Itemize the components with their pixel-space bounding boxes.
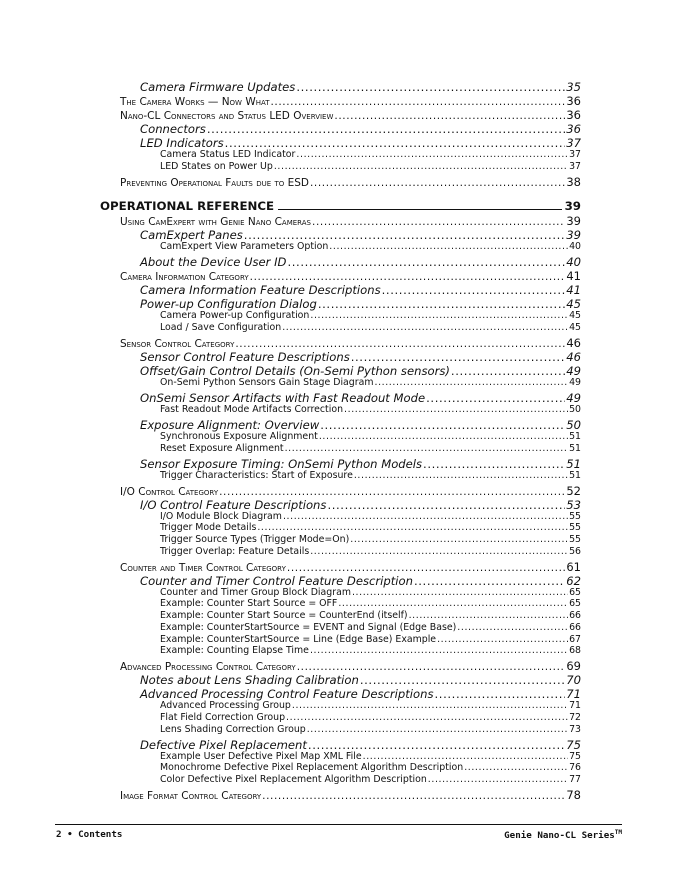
toc-entry-title: Camera Information Feature Descriptions <box>140 283 381 298</box>
toc-entry-page: 45 <box>569 310 581 322</box>
toc-entry-title: Camera Information Category <box>120 271 249 284</box>
toc-entry-page: 75 <box>569 750 581 762</box>
toc-entry[interactable] <box>160 751 581 762</box>
toc-entry-page: 53 <box>566 497 581 512</box>
toc-entry-title: I/O Module Block Diagram <box>160 510 282 522</box>
toc-entry[interactable] <box>120 560 581 574</box>
toc-leader <box>351 350 566 364</box>
toc-entry-title: Trigger Overlap: Feature Details <box>160 545 310 557</box>
toc-leader <box>426 391 565 405</box>
toc-entry[interactable] <box>140 498 581 512</box>
toc-entry[interactable] <box>140 687 581 701</box>
toc-leader <box>382 283 566 297</box>
toc-entry[interactable] <box>160 610 581 621</box>
toc-entry-title: Trigger Mode Details <box>160 522 257 534</box>
toc-entry[interactable] <box>160 598 581 609</box>
toc-entry[interactable] <box>160 724 581 735</box>
toc-entry-page: 67 <box>569 633 581 645</box>
toc-entry[interactable] <box>140 297 581 311</box>
toc-entry-page: 45 <box>566 297 581 312</box>
toc-entry-page: 40 <box>569 241 581 253</box>
toc-entry-page: 56 <box>569 545 581 557</box>
toc-leader <box>296 80 565 94</box>
toc-entry[interactable] <box>100 199 581 213</box>
toc-leader <box>310 546 568 557</box>
toc-entry-title: CamExpert Panes <box>140 228 243 243</box>
toc-entry[interactable] <box>120 336 581 350</box>
toc-entry-page: 76 <box>569 762 581 774</box>
toc-entry-title: About the Device User ID <box>140 255 287 270</box>
toc-entry[interactable] <box>120 269 581 283</box>
toc-entry-page: 36 <box>566 122 581 136</box>
toc-entry-page: 77 <box>569 774 581 785</box>
toc-entry-title: Trigger Source Types (Trigger Mode=On) <box>160 534 350 545</box>
toc-entry-title: Monochrome Defective Pixel Replacement Algorithm Description <box>160 762 464 774</box>
toc-entry-title: Example User Defective Pixel Map XML File <box>160 750 362 762</box>
toc-entry-title: Reset Exposure Alignment <box>160 442 284 454</box>
toc-leader <box>283 511 568 522</box>
toc-entry-page: 36 <box>566 94 581 108</box>
toc-entry-page: 37 <box>569 149 581 160</box>
toc-leader <box>219 486 565 498</box>
toc-leader <box>278 208 561 210</box>
toc-entry-title: Offset/Gain Control Details (On-Semi Python sensors) <box>140 363 450 378</box>
toc-entry[interactable] <box>120 659 581 673</box>
toc-entry[interactable] <box>140 457 581 471</box>
toc-leader <box>250 271 566 283</box>
toc-entry-title: Example: CounterStartSource = Line (Edge Base) Example <box>160 633 437 645</box>
toc-entry-title: Advanced Processing Group <box>160 700 291 712</box>
toc-entry[interactable] <box>160 431 581 442</box>
toc-entry[interactable] <box>160 511 581 522</box>
toc-leader <box>451 364 565 378</box>
toc-entry[interactable] <box>120 788 581 802</box>
toc-entry-title: Camera Firmware Updates <box>140 80 296 94</box>
toc-entry[interactable] <box>140 80 581 94</box>
toc-leader <box>319 431 568 442</box>
toc-leader <box>310 177 565 189</box>
toc-entry-title: Nano-CL Connectors and Status LED Overview <box>120 110 334 122</box>
toc-entry-title: Power-up Configuration Dialog <box>140 297 317 312</box>
toc-entry-page: 62 <box>566 573 581 588</box>
toc-entry-title: LED Indicators <box>140 136 224 150</box>
toc-entry-title: LED States on Power Up <box>160 160 273 172</box>
toc-leader <box>334 110 565 122</box>
toc-entry-title: Camera Status LED Indicator <box>160 149 296 160</box>
toc-entry-page: 50 <box>569 403 581 415</box>
toc-entry[interactable] <box>140 350 581 364</box>
footer-page-label: 2 • Contents <box>56 829 123 840</box>
toc-entry-title: Example: CounterStartSource = EVENT and Signal (Edge Base) <box>160 621 457 633</box>
toc-entry-page: 40 <box>566 255 581 270</box>
toc-entry[interactable] <box>160 534 581 545</box>
toc-entry-page: 39 <box>564 198 581 213</box>
toc-leader <box>282 322 568 333</box>
toc-leader <box>338 598 568 609</box>
toc-leader <box>360 673 565 687</box>
toc-entry-page: 75 <box>566 737 581 752</box>
toc-leader <box>296 149 568 160</box>
toc-entry[interactable] <box>140 673 581 687</box>
toc-leader <box>297 661 566 673</box>
toc-entry-title: Counter and Timer Group Block Diagram <box>160 586 351 598</box>
toc-entry[interactable] <box>160 700 581 711</box>
toc-entry[interactable] <box>140 122 581 136</box>
toc-entry-title: The Camera Works — Now What <box>120 96 270 108</box>
toc-entry-title: Advanced Processing Control Category <box>120 661 296 674</box>
toc-entry-title: Preventing Operational Faults due to ESD <box>120 176 309 189</box>
toc-entry-page: 72 <box>569 711 581 723</box>
toc-entry-title: Notes about Lens Shading Calibration <box>140 673 359 688</box>
toc-leader <box>244 228 565 242</box>
toc-leader <box>287 562 565 574</box>
toc-entry-title: OnSemi Sensor Artifacts with Fast Readout Mode <box>140 390 426 405</box>
toc-entry-title: Defective Pixel Replacement <box>140 737 307 752</box>
toc-entry-title: Exposure Alignment: Overview <box>140 417 320 432</box>
footer-divider <box>55 824 622 825</box>
footer-series-name: Genie Nano-CL Series <box>504 830 615 842</box>
toc-entry[interactable] <box>120 214 581 228</box>
toc-leader <box>318 297 565 311</box>
toc-leader <box>363 751 568 762</box>
toc-entry[interactable] <box>160 622 581 633</box>
toc-leader <box>262 790 565 802</box>
toc-entry-page: 71 <box>569 700 581 712</box>
toc-entry[interactable] <box>160 161 581 172</box>
toc-leader <box>235 338 565 350</box>
toc-entry[interactable] <box>160 322 581 333</box>
toc-entry[interactable] <box>140 283 581 297</box>
toc-entry-page: 49 <box>569 376 581 388</box>
toc-entry-title: OPERATIONAL REFERENCE <box>100 198 275 213</box>
toc-entry[interactable] <box>160 634 581 645</box>
toc-entry[interactable] <box>140 255 581 269</box>
toc-entry[interactable] <box>140 364 581 378</box>
toc-leader <box>274 161 568 172</box>
toc-leader <box>308 738 565 752</box>
toc-entry-page: 35 <box>566 80 581 94</box>
toc-leader <box>423 457 565 471</box>
toc-entry[interactable] <box>160 712 581 723</box>
toc-leader <box>329 241 568 252</box>
toc-entry-page: 49 <box>566 390 581 405</box>
toc-entry-title: I/O Control Category <box>120 485 219 498</box>
toc-entry-page: 45 <box>569 321 581 333</box>
toc-entry-page: 52 <box>566 483 581 498</box>
toc-entry-page: 41 <box>566 269 581 284</box>
toc-leader <box>292 700 568 711</box>
toc-entry-page: 38 <box>566 174 581 189</box>
toc-entry-title: Counter and Timer Control Feature Description <box>140 573 413 588</box>
toc-entry-title: On-Semi Python Sensors Gain Stage Diagram <box>160 376 374 388</box>
toc-entry-title: Sensor Control Feature Descriptions <box>140 349 350 364</box>
toc-leader <box>225 136 566 150</box>
toc-entry-page: 66 <box>569 610 581 622</box>
toc-entry-page: 78 <box>566 788 581 802</box>
toc-entry-title: Sensor Exposure Timing: OnSemi Python Models <box>140 456 423 471</box>
toc-entry[interactable] <box>120 94 581 108</box>
toc-entry-page: 50 <box>566 417 581 432</box>
toc-leader <box>287 255 565 269</box>
toc-entry-title: Example: Counter Start Source = OFF <box>160 598 338 610</box>
toc-entry-page: 51 <box>566 456 581 471</box>
toc-leader <box>464 762 568 773</box>
toc-entry-title: Example: Counter Start Source = CounterEnd (itself) <box>160 610 408 622</box>
toc-entry-page: 51 <box>569 430 581 442</box>
toc-entry-title: CamExpert View Parameters Option <box>160 241 329 253</box>
toc-leader <box>310 310 568 321</box>
toc-entry-title: Sensor Control Category <box>120 337 235 350</box>
toc-entry-page: 37 <box>569 160 581 172</box>
toc-entry-page: 39 <box>566 228 581 243</box>
toc-entry-page: 68 <box>569 645 581 657</box>
toc-entry-page: 61 <box>566 559 581 574</box>
toc-entry[interactable] <box>140 391 581 405</box>
toc-entry-page: 73 <box>569 723 581 735</box>
toc-leader <box>354 470 568 481</box>
toc-leader <box>374 377 568 388</box>
toc-entry[interactable] <box>160 149 581 160</box>
toc-leader <box>435 687 566 701</box>
toc-entry[interactable] <box>160 522 581 533</box>
toc-entry-title: Using CamExpert with Genie Nano Cameras <box>120 216 311 229</box>
toc-entry-page: 69 <box>566 659 581 674</box>
toc-entry-page: 39 <box>566 214 581 229</box>
toc-entry[interactable] <box>160 470 581 481</box>
toc-leader <box>428 774 568 785</box>
toc-entry[interactable] <box>140 228 581 242</box>
toc-entry-title: Flat Field Correction Group <box>160 711 286 723</box>
toc-entry-page: 46 <box>566 349 581 364</box>
toc-entry[interactable] <box>120 484 581 498</box>
toc-entry-page: 65 <box>569 586 581 598</box>
toc-entry-page: 65 <box>569 598 581 610</box>
toc-entry-page: 41 <box>566 283 581 298</box>
toc-leader <box>270 96 565 108</box>
toc-entry[interactable] <box>160 443 581 454</box>
toc-leader <box>327 498 565 512</box>
toc-entry-page: 55 <box>569 522 581 534</box>
toc-entry-page: 51 <box>569 469 581 481</box>
toc-leader <box>414 574 565 588</box>
toc-entry[interactable] <box>160 546 581 557</box>
toc-entry-title: Load / Save Configuration <box>160 321 282 333</box>
toc-entry-title: Lens Shading Correction Group <box>160 723 306 735</box>
toc-entry-page: 51 <box>569 442 581 454</box>
toc-leader <box>437 634 568 645</box>
toc-entry[interactable] <box>160 774 581 785</box>
toc-entry-page: 55 <box>569 534 581 545</box>
toc-entry-page: 66 <box>569 621 581 633</box>
toc-leader <box>352 587 568 598</box>
toc-leader <box>286 712 568 723</box>
toc-entry-title: Connectors <box>140 122 206 136</box>
footer-series-title <box>504 829 622 841</box>
toc-leader <box>409 610 568 621</box>
toc-entry[interactable] <box>140 136 581 150</box>
toc-entry-title: Fast Readout Mode Artifacts Correction <box>160 403 344 415</box>
toc-entry-title: Synchronous Exposure Alignment <box>160 430 318 442</box>
toc-leader <box>285 443 568 454</box>
toc-entry[interactable] <box>160 404 581 415</box>
toc-leader <box>310 645 568 656</box>
trademark-mark: TM <box>614 829 622 836</box>
toc-entry-title: I/O Control Feature Descriptions <box>140 497 327 512</box>
toc-leader <box>257 522 568 533</box>
toc-entry[interactable] <box>140 418 581 432</box>
toc-entry[interactable] <box>160 377 581 388</box>
toc-entry-page: 46 <box>566 335 581 350</box>
toc-entry[interactable] <box>160 241 581 252</box>
toc-entry-title: Advanced Processing Control Feature Descriptions <box>140 687 434 702</box>
toc-entry-page: 36 <box>566 108 581 122</box>
toc-entry[interactable] <box>160 762 581 773</box>
toc-entry[interactable] <box>120 108 581 122</box>
toc-entry[interactable] <box>120 175 581 189</box>
toc-leader <box>457 622 568 633</box>
toc-entry-page: 55 <box>569 510 581 522</box>
toc-entry[interactable] <box>160 645 581 656</box>
toc-entry-page: 49 <box>566 363 581 378</box>
toc-entry[interactable] <box>140 574 581 588</box>
toc-entry[interactable] <box>160 587 581 598</box>
toc-entry[interactable] <box>140 738 581 752</box>
toc-leader <box>350 534 568 545</box>
toc-leader <box>207 122 565 136</box>
toc-entry-page: 71 <box>566 687 581 702</box>
toc-entry-title: Camera Power-up Configuration <box>160 310 310 322</box>
toc-entry[interactable] <box>160 310 581 321</box>
toc-leader <box>320 418 565 432</box>
toc-leader <box>344 404 568 415</box>
toc-entry-title: Example: Counting Elapse Time <box>160 645 309 657</box>
toc-entry-page: 70 <box>566 673 581 688</box>
toc-entry-title: Trigger Characteristics: Start of Exposure <box>160 469 353 481</box>
toc-leader <box>312 216 565 228</box>
toc-entry-title: Image Format Control Category <box>120 790 262 802</box>
toc-entry-title: Color Defective Pixel Replacement Algorithm Description <box>160 774 427 785</box>
toc-entry-title: Counter and Timer Control Category <box>120 561 286 574</box>
toc-leader <box>307 724 568 735</box>
toc-entry-page: 37 <box>566 136 581 150</box>
